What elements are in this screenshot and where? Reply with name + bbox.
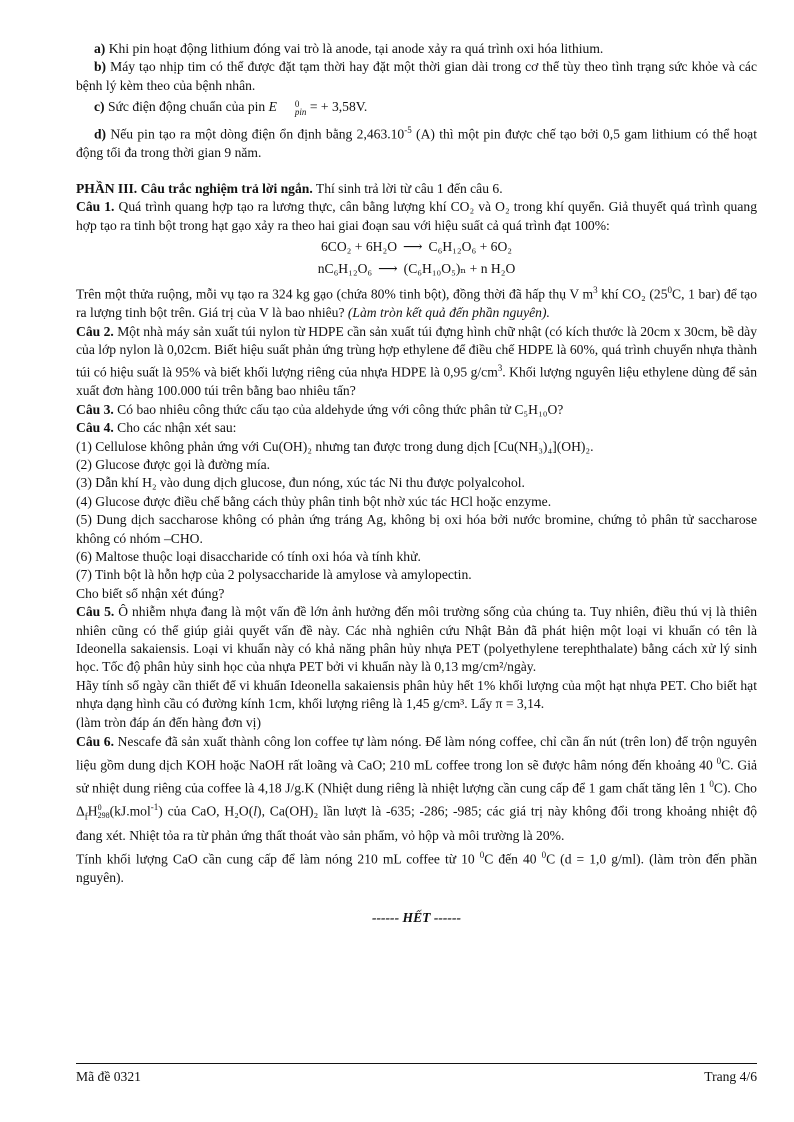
question-3: Câu 3. Có bao nhiêu công thức cấu tạo của aldehyde ứng với công thức phân tử C₅H₁₀O? xyxy=(76,401,564,417)
item-a: a) Khi pin hoạt động lithium đóng vai trò là anode, tại anode xảy ra quá trình oxi hóa lithium. xyxy=(94,41,604,56)
question-4-prompt: Cho biết số nhận xét đúng? xyxy=(76,585,225,601)
statement-7: (7) Tinh bột là hỗn hợp của 2 polysaccharide là amylose và amylopectin. xyxy=(76,567,472,583)
arrow-icon: ⟶ xyxy=(378,261,398,277)
end-marker: ------ HẾT ------ xyxy=(371,910,462,926)
statement-4: (4) Glucose được điều chế bằng cách thủy phân tinh bột nhờ xúc tác HCl hoặc enzyme. xyxy=(76,493,552,509)
item-b: b) Máy tạo nhịp tim có thể được đặt tạm thời hay đặt một thời gian dài trong cơ thể tùy theo tình trạng sức khỏe và các bệnh lý kèm theo của bệnh nhân. xyxy=(76,59,757,93)
page-number: Trang 4/6 xyxy=(704,1069,757,1084)
question-5: Câu 5. Ô nhiễm nhựa đang là một vấn đề lớn ảnh hưởng đến môi trường sống của chúng ta. Tuy nhiên, điều thú vị là thiên nhiên cũng có thể giúp giải quyết vấn đề này. Các nhà nghiên cứu Nhật Bản đã phát hiện một loại vi khuẩn có tên là Ideonella sakaiensis. Loại vi khuẩn này có khả năng phân hủy nhựa PET (polyethylene terephthalate) bằng cách xử lý sinh học. Tốc độ phân hủy sinh học của nhựa PET bởi vi khuẩn này là 0,13 mg/cm²/ngày. xyxy=(76,604,757,675)
statement-6: (6) Maltose thuộc loại disaccharide có tính oxi hóa và tính khử. xyxy=(76,548,421,564)
exam-page xyxy=(76,40,757,928)
page-footer xyxy=(76,1068,757,1086)
exam-code: Mã đề 0321 xyxy=(76,1069,141,1084)
statement-2: (2) Glucose được gọi là đường mía. xyxy=(76,456,271,472)
statement-3: (3) Dẫn khí H₂ vào dung dịch glucose, đun nóng, xúc tác Ni thu được polyalcohol. xyxy=(76,475,525,491)
question-1-body: Trên một thửa ruộng, mỗi vụ tạo ra 324 kg gạo (chứa 80% tinh bột), đồng thời đã hấp thụ V $m^3$ khí CO₂ ($25^0C$, 1 bar) để tạo ra lượng tinh bột trên. Giá trị của V là bao nhiêu? (Làm tròn kết quả đến phần nguyên). xyxy=(76,285,757,321)
statement-1: (1) Cellulose không phản ứng với Cu(OH)₂ nhưng tan được trong dung dịch [Cu(NH₃)₄](OH)₂. xyxy=(76,438,594,454)
arrow-icon: ⟶ xyxy=(403,239,423,255)
question-2: Câu 2. Một nhà máy sản xuất túi nylon từ HDPE cần sản xuất túi đựng hình chữ nhật (có kích thước là 20cm x 30cm, bề dày của lớp nylon là 0,02cm. Biết hiệu suất phản ứng trùng hợp ethylene để điều chế HDPE là 60%, quá trình chuyển nhựa thành túi có hiệu suất là 95% và biết khối lượng riêng của nhựa HDPE là 0,95 $g/cm^3$. Khối lượng nguyên liệu ethylene dùng để sản xuất đơn hàng 100.000 túi trên bằng bao nhiêu tấn? xyxy=(76,323,757,399)
equation-1: 6CO₂ + 6H₂O ⟶ C₆H₁₂O₆ + 6O₂ xyxy=(76,237,757,257)
part3-heading: PHẦN III. Câu trắc nghiệm trả lời ngắn. Thí sinh trả lời từ câu 1 đến câu 6. xyxy=(76,180,503,196)
question-1: Câu 1. Quá trình quang hợp tạo ra lương thực, cân bằng lượng khí CO₂ và O₂ trong khí quyển. Giả thuyết quá trình quang hợp tạo ra tinh bột trong hạt gạo xảy ra theo hai giai đoạn sau với hiệu suất cả quá trình đạt 100%: xyxy=(76,199,757,233)
question-6-task: Tính khối lượng CaO cần cung cấp để làm nóng 210 mL coffee từ 10 $^0$C đến 40 $^0$C (d = 1,0 g/ml). (làm tròn đến phần nguyên). xyxy=(76,849,758,885)
item-c: c) Sức điện động chuẩn của pin E 0 pin = + 3,58V. xyxy=(94,99,368,118)
footer-divider xyxy=(76,1063,757,1064)
question-5-note: (làm tròn đáp án đến hàng đơn vị) xyxy=(76,714,261,730)
item-d: d) Nếu pin tạo ra một dòng điện ổn định bằng $2,463.10^{-5}$ (A) thì một pin được chế tạo bởi 0,5 gam lithium có thể hoạt động tối đa trong thời gian 9 năm. xyxy=(76,124,757,160)
question-6: Câu 6. Nescafe đã sản xuất thành công lon coffee tự làm nóng. Để làm nóng coffee, chỉ cần ấn nút (trên lon) để trộn nguyên liệu gồm dung dịch KOH hoặc NaOH rất loãng và CaO; 210 mL coffee trong lon sẽ được hâm nóng đến khoảng 40 $^0$C. Giả sử nhiệt dung riêng của coffee là 4,18 J/g.K (Nhiệt dung riêng là nhiệt lượng cần cung cấp để 1 gam chất tăng lên 1 $^0$C). Cho $\Delta_fH$ 0 298 (kJ.mol$^{-1}$) của CaO, H₂O(l), Ca(OH)₂ lần lượt là -635; -286; -985; các giá trị này không đổi trong khoảng nhiệt độ đang xét. Nhiệt tỏa ra từ phản ứng thất thoát vào sản phẩm, vỏ hộp và môi trường là 20%. xyxy=(76,734,757,844)
equation-2: nC₆H₁₂O₆ ⟶ (C₆H₁₀O₅)ₙ + n H₂O xyxy=(76,259,757,279)
statement-5: (5) Dung dịch saccharose không có phản ứng tráng Ag, không bị oxi hóa bởi nước bromine, chứng tỏ phân tử saccharose không có nhóm –CHO. xyxy=(76,512,757,546)
question-4: Câu 4. Cho các nhận xét sau: xyxy=(76,420,237,436)
question-5-task: Hãy tính số ngày cần thiết để vi khuẩn Ideonella sakaiensis phân hủy hết 1% khối lượng của một hạt nhựa PET. Cho biết hạt nhựa dạng hình cầu có đường kính 1cm, khối lượng riêng là 1,45 g/cm³. Lấy π = 3,14. xyxy=(76,677,757,712)
